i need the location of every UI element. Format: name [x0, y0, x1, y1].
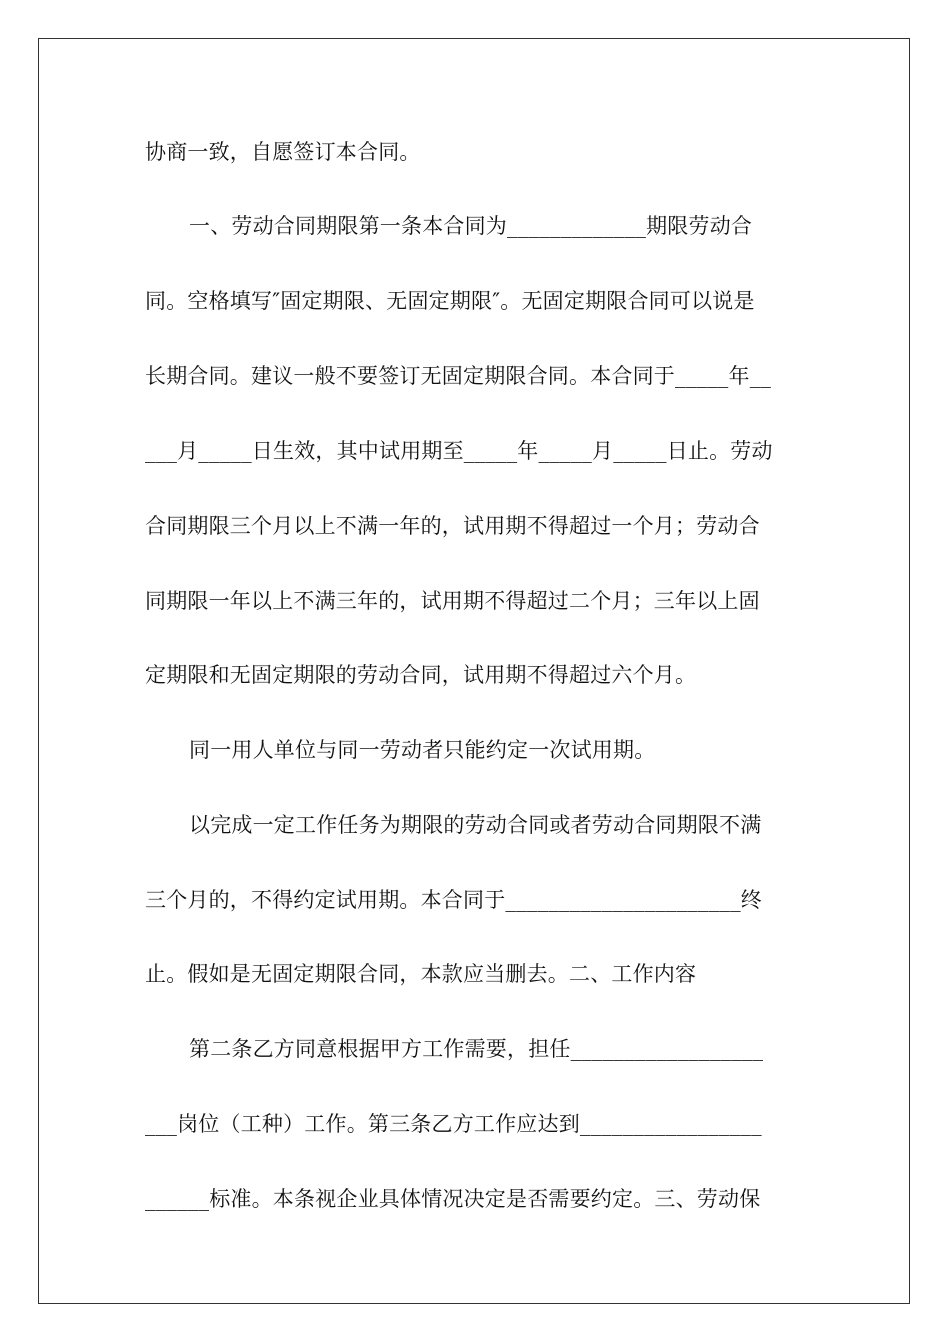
text-line-4: 长期合同。建议一般不要签订无固定期限合同。本合同于_____年__ [145, 364, 772, 388]
text-line-9: 同一用人单位与同一劳动者只能约定一次试用期。 [189, 738, 656, 762]
text-line-5: ___月_____日生效，其中试用期至_____年_____月_____日止。劳动 [145, 439, 773, 463]
text-line-10: 以完成一定工作任务为期限的劳动合同或者劳动合同期限不满 [189, 813, 762, 837]
text-line-8: 定期限和无固定期限的劳动合同，试用期不得超过六个月。 [145, 663, 697, 687]
text-line-14: ___岗位（工种）工作。第三条乙方工作应达到_________________ [145, 1112, 762, 1136]
text-line-15: ______标准。本条视企业具体情况决定是否需要约定。三、劳动保 [145, 1187, 761, 1211]
text-line-11: 三个月的，不得约定试用期。本合同于______________________终 [145, 888, 762, 912]
text-line-12: 止。假如是无固定期限合同，本款应当删去。二、工作内容 [145, 962, 697, 986]
text-line-6: 合同期限三个月以上不满一年的，试用期不得超过一个月；劳动合 [145, 514, 760, 538]
text-line-3: 同。空格填写″固定期限、无固定期限″。无固定期限合同可以说是 [145, 289, 755, 313]
text-line-13: 第二条乙方同意根据甲方工作需要，担任__________________ [189, 1037, 764, 1061]
text-line-1: 协商一致，自愿签订本合同。 [145, 140, 421, 164]
text-line-7: 同期限一年以上不满三年的，试用期不得超过二个月；三年以上固 [145, 589, 760, 613]
text-line-2: 一、劳动合同期限第一条本合同为_____________期限劳动合 [189, 214, 753, 238]
